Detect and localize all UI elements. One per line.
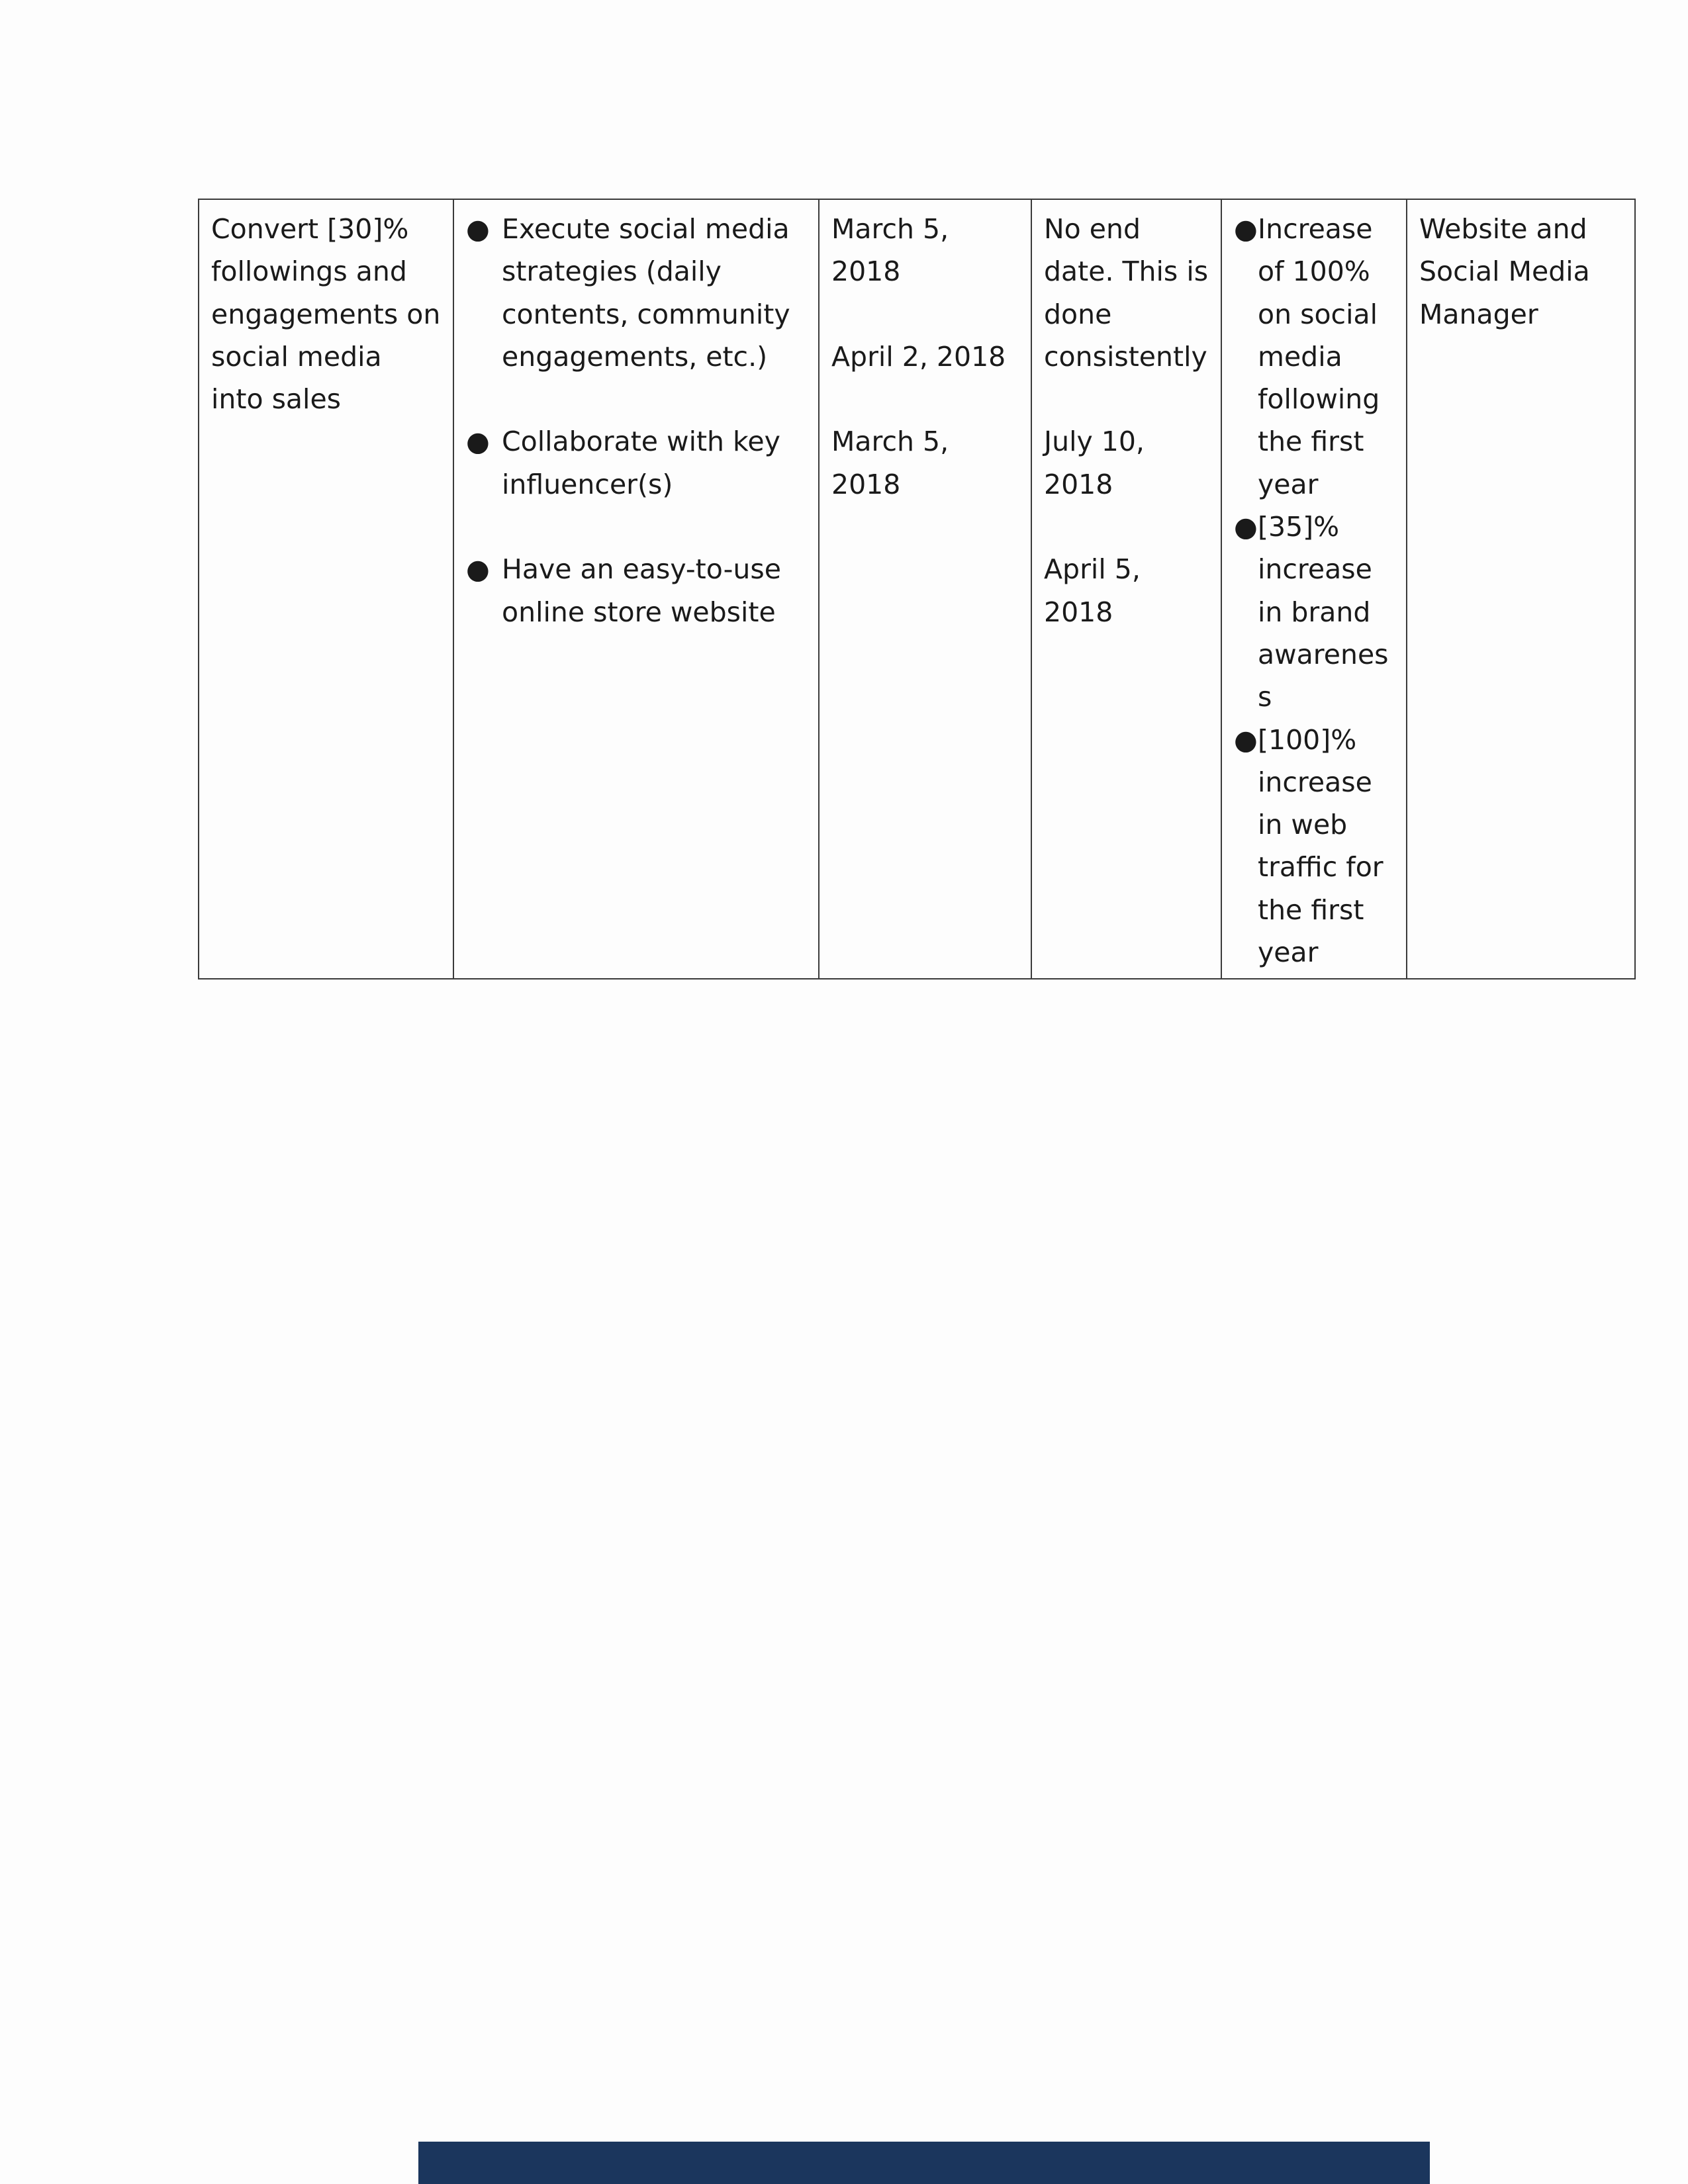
metric-text: [100]% increase in web traffic for the first year xyxy=(1258,723,1383,969)
end-date: No end date. This is done consistently xyxy=(1044,213,1209,373)
bullet-icon: ● xyxy=(1234,213,1258,245)
bullet-icon: ● xyxy=(466,213,490,245)
bullet-icon: ● xyxy=(466,553,490,586)
end-date-cell xyxy=(1031,199,1221,979)
bullet-icon: ● xyxy=(466,426,490,458)
strategy-item xyxy=(466,420,808,506)
metrics-cell xyxy=(1221,199,1407,979)
spacer xyxy=(831,378,1020,420)
strategy-text: Collaborate with key influencer(s) xyxy=(502,426,780,500)
objective-cell xyxy=(199,199,453,979)
spacer xyxy=(831,293,1020,336)
metric-item xyxy=(1234,506,1395,718)
objective-text: Convert [30]% followings and engagements on social media into sales xyxy=(211,213,441,416)
start-date-cell xyxy=(819,199,1031,979)
table-row xyxy=(199,199,1635,979)
start-date: April 2, 2018 xyxy=(831,340,1006,373)
metrics-list xyxy=(1234,208,1395,974)
end-date: April 5, 2018 xyxy=(1044,553,1141,628)
metric-item xyxy=(1234,719,1395,974)
strategy-item xyxy=(466,208,808,378)
start-date: March 5, 2018 xyxy=(831,213,949,288)
bullet-icon: ● xyxy=(1234,723,1258,756)
strategy-text: Have an easy-to-use online store website xyxy=(502,553,781,628)
strategy-item xyxy=(466,548,808,633)
spacer xyxy=(1044,378,1210,420)
metric-item xyxy=(1234,208,1395,506)
owner-cell xyxy=(1407,199,1635,979)
strategy-text: Execute social media strategies (daily contents, community engagements, etc.) xyxy=(502,213,790,373)
end-date: July 10, 2018 xyxy=(1044,426,1145,500)
bullet-icon: ● xyxy=(1234,511,1258,543)
footer-bar xyxy=(418,2142,1430,2184)
strategies-cell xyxy=(453,199,819,979)
owner-text: Website and Social Media Manager xyxy=(1419,213,1590,330)
metric-text: [35]% increase in brand awareness xyxy=(1258,511,1389,713)
marketing-plan-table xyxy=(198,199,1636,979)
strategies-list xyxy=(466,208,808,633)
spacer xyxy=(1044,506,1210,548)
metric-text: Increase of 100% on social media following the first year xyxy=(1258,213,1380,500)
start-date: March 5, 2018 xyxy=(831,426,949,500)
